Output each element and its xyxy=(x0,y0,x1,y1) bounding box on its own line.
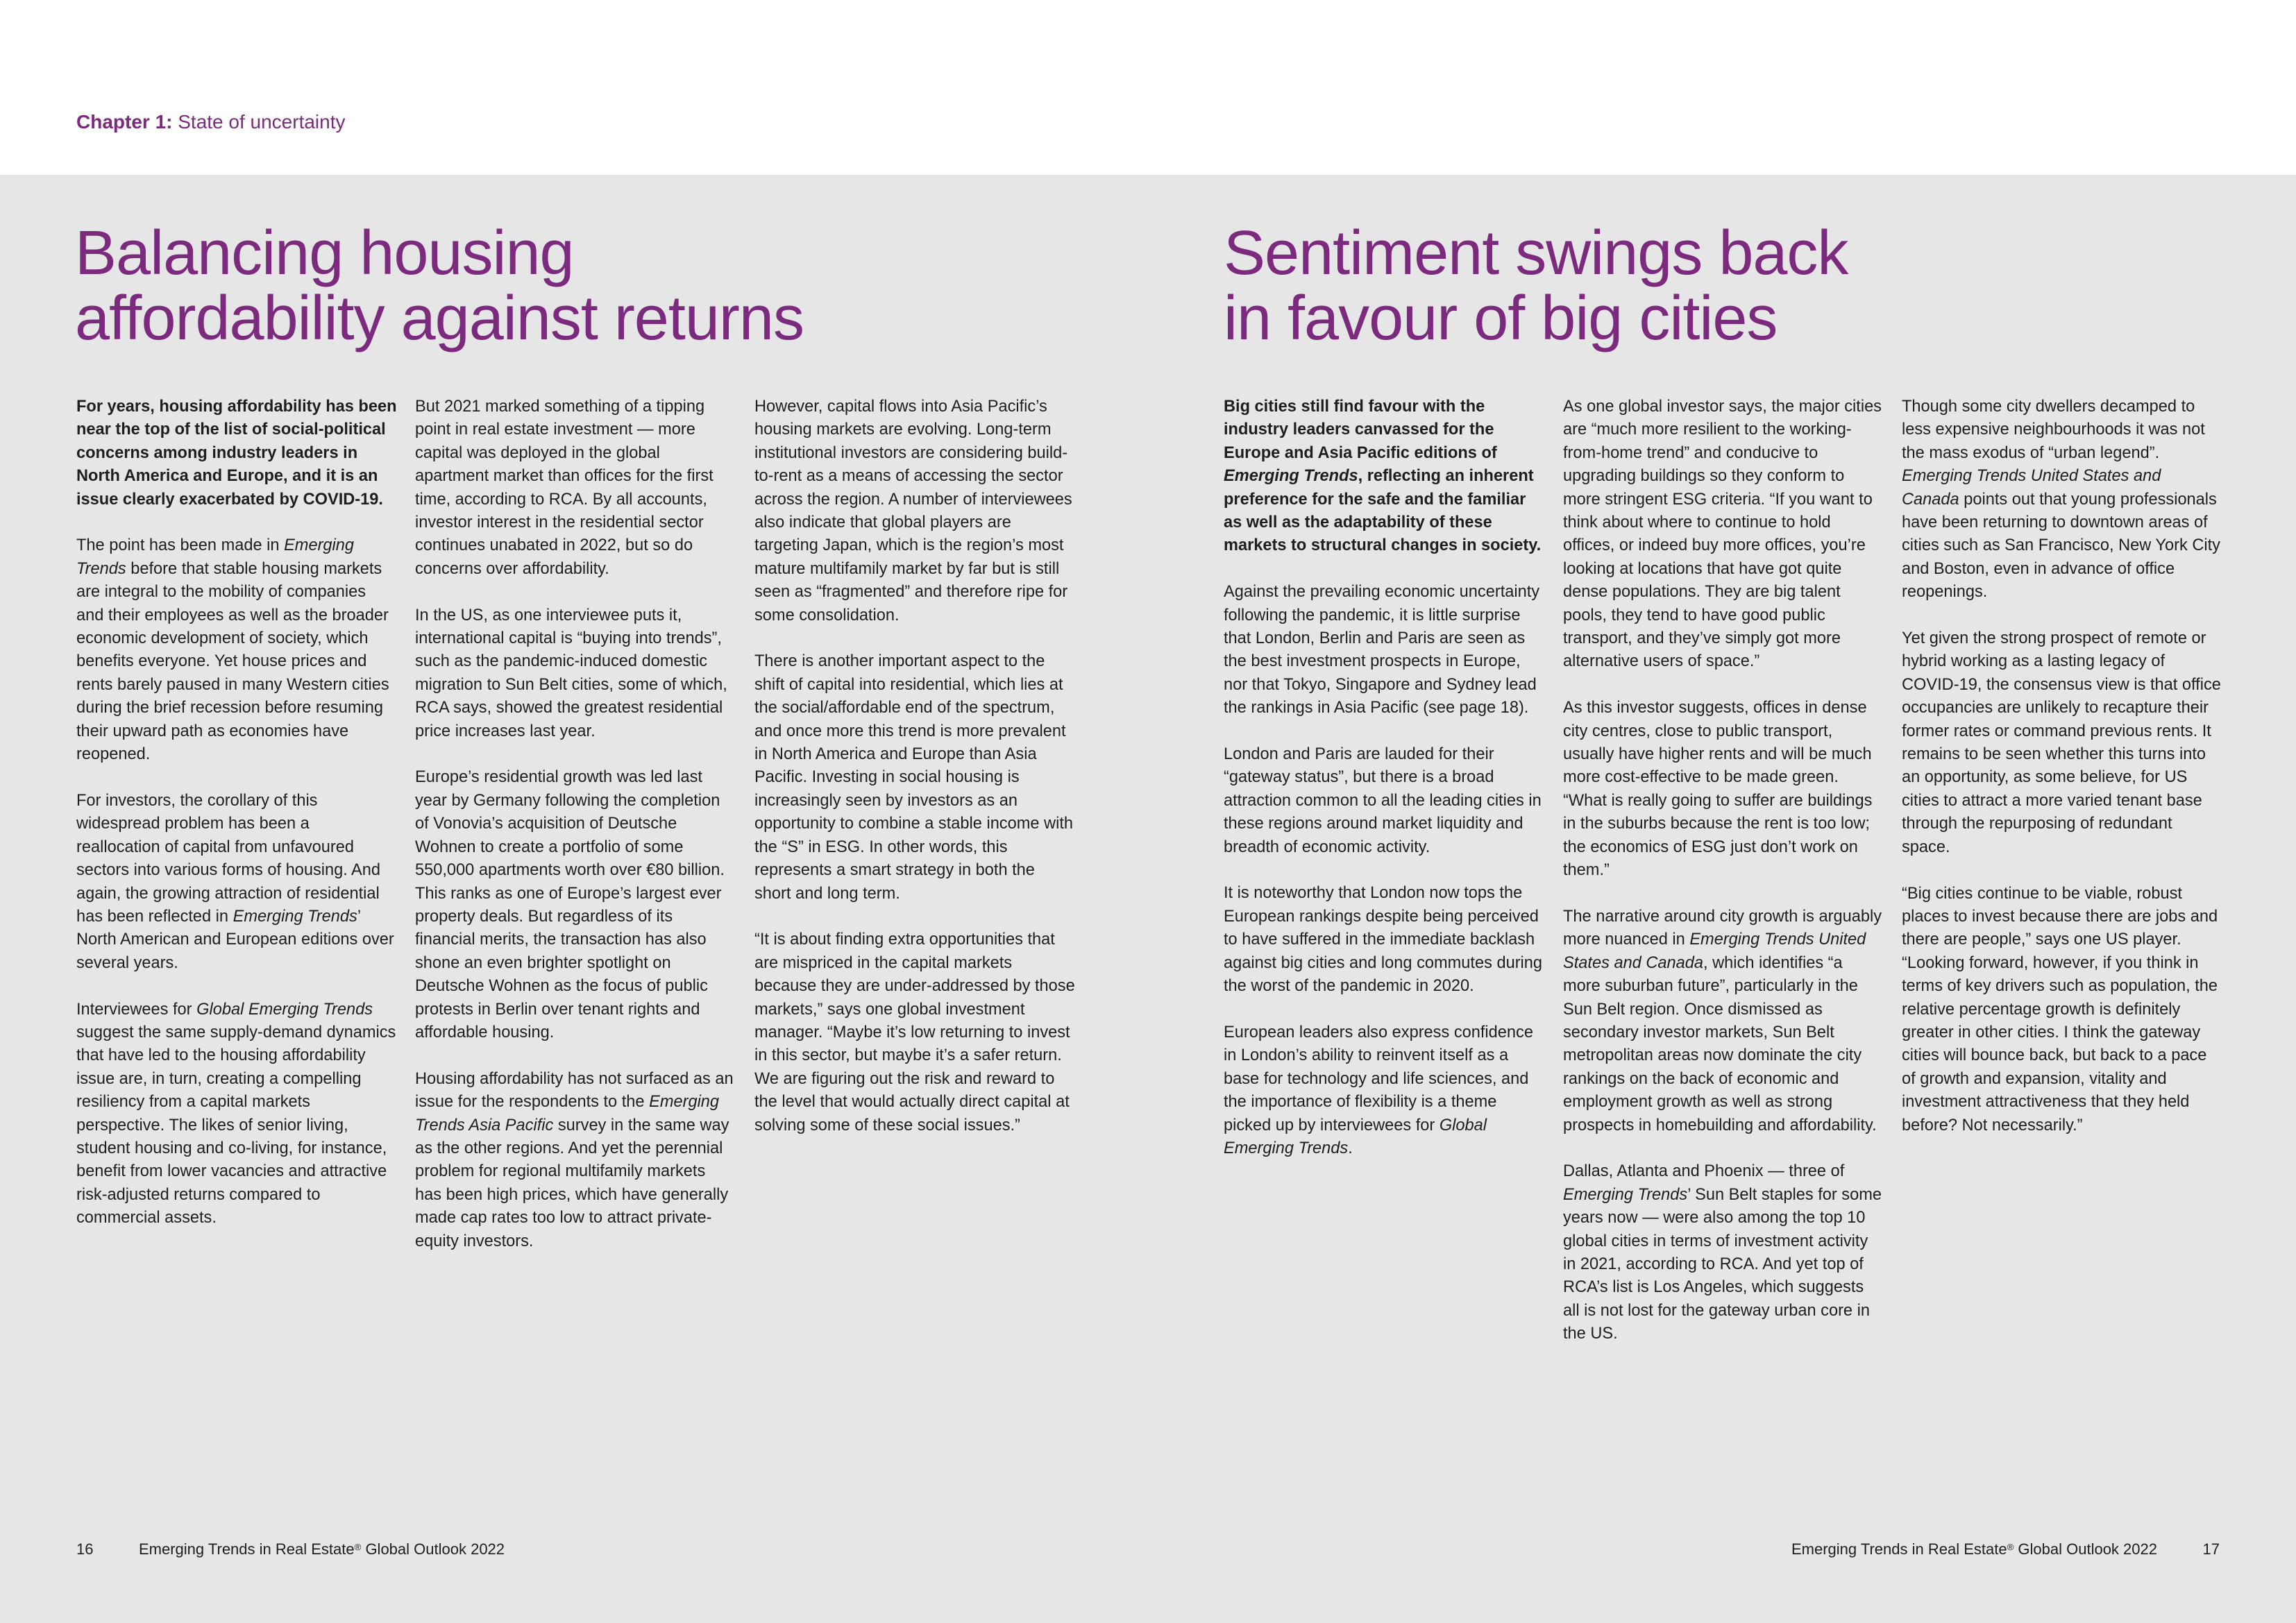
body-paragraph xyxy=(1224,1021,1544,1160)
body-paragraph xyxy=(1902,627,2222,859)
body-paragraph xyxy=(754,650,1075,905)
body-paragraph xyxy=(76,999,397,1230)
body-paragraph xyxy=(1563,697,1884,882)
paragraph-text: Housing affordability has not surfaced as an issue for the respondents to the xyxy=(415,1069,734,1112)
paragraph-text: But 2021 marked something of a tipping point in real estate investment — more capital was deployed in the global apartment market than offices for the first time, according to RCA. By all accounts, investor interest in the residential sector continues unabated in 2022, but so do concerns over affordability. xyxy=(415,398,714,578)
chapter-label xyxy=(76,111,346,133)
body-paragraph xyxy=(76,534,397,766)
italic-title-reference: Emerging Trends xyxy=(1224,467,1358,486)
body-paragraph xyxy=(1563,396,1884,674)
paragraph-text: “It is about finding extra opportunities that are mispriced in the capital markets because they are under-addressed by those markets,” says one global investment manager. “Maybe it’s low returning to invest in this sector, but maybe it’s a safer return. We are figuring out the risk and reward to the level that would actually direct capital at solving some of these social issues.” xyxy=(754,931,1075,1135)
paragraph-text: The narrative around city growth is arguably more nuanced in xyxy=(1563,907,1882,949)
paragraph-text: As one global investor says, the major cities are “much more resilient to the working-from-home trend” and conducive to upgrading buildings so they conform to more stringent ESG criteria. “If you want to think about where to continue to hold offices, or indeed buy more offices, you’re looking at locations that have got quite dense populations. They are big talent pools, they tend to have good public transport, and they’ve simply got more alternative users of space.” xyxy=(1563,398,1882,671)
paragraph-text: Interviewees for xyxy=(76,1000,197,1019)
left-page-column-3 xyxy=(754,396,1075,1160)
italic-title-reference: Global Emerging Trends xyxy=(1224,1116,1487,1157)
right-page-column-1 xyxy=(1224,396,1544,1184)
italic-title-reference: Emerging Trends United States and Canada xyxy=(1563,931,1866,972)
paragraph-text: For investors, the corollary of this widespread problem has been a reallocation of capital from unfavoured sectors into various forms of housing. And again, the growing attraction of residential has been reflected in xyxy=(76,791,381,926)
italic-title-reference: Emerging Trends xyxy=(76,536,355,578)
body-paragraph xyxy=(754,928,1075,1137)
body-paragraph xyxy=(1563,906,1884,1137)
paragraph-text: ’ North American and European editions over several years. xyxy=(76,907,394,972)
right-footer-publication: Emerging Trends in Real Estate® Global Outlook 2022 xyxy=(1791,1540,2157,1558)
body-paragraph xyxy=(1224,882,1544,998)
chapter-title: State of uncertainty xyxy=(178,111,346,133)
paragraph-text: ’ Sun Belt staples for some years now — were also among the top 10 global cities in terms of investment activity in 2021, according to RCA. And yet top of RCA’s list is Los Angeles, which suggests all is not lost for the gateway urban core in the US. xyxy=(1563,1185,1882,1343)
paragraph-text: In the US, as one interviewee puts it, international capital is “buying into trends”, such as the pandemic-induced domestic migration to Sun Belt cities, some of which, RCA says, showed the greatest residential price increases last year. xyxy=(415,606,727,740)
body-paragraph xyxy=(415,766,736,1044)
paragraph-text: Against the prevailing economic uncertainty following the pandemic, it is little surprise that London, Berlin and Paris are seen as the best investment prospects in Europe, nor that Tokyo, Singapore and Sydney lead the rankings in Asia Pacific (see page 18). xyxy=(1224,583,1540,717)
right-article-title: Sentiment swings back in favour of big cities xyxy=(1224,219,1848,353)
italic-title-reference: Emerging Trends United States and Canada xyxy=(1902,467,2161,509)
paragraph-text: European leaders also express confidence in London’s ability to reinvent itself as a base for technology and life sciences, and the importance of flexibility is a theme picked up by interviewees for xyxy=(1224,1023,1533,1135)
paragraph-text: before that stable housing markets are integral to the mobility of companies and their employees as well as the broader economic development of society, which benefits everyone. Yet house prices and rents barely paused in many Western cities during the brief recession before resuming their upward path as economies have reopened. xyxy=(76,559,389,764)
body-paragraph xyxy=(415,396,736,581)
paragraph-text: Europe’s residential growth was led last year by Germany following the completion of Vonovia’s acquisition of Deutsche Wohnen to create a portfolio of some 550,000 apartments worth over €80 billion. This ranks as one of Europe’s largest ever property deals. But regardless of its financial merits, the transaction has also shone an even brighter spotlight on Deutsche Wohnen as the focus of public protests in Berlin over tenant rights and affordable housing. xyxy=(415,768,725,1042)
paragraph-text: suggest the same supply-demand dynamics that have led to the housing affordability issue are, in turn, creating a compelling resiliency from a capital markets perspective. The likes of senior living, student housing and co-living, for instance, benefit from lower vacancies and attractive risk-adjusted returns compared to commercial assets. xyxy=(76,1023,396,1227)
paragraph-text: , reflecting an inherent preference for the safe and the familiar as well as the adaptability of these markets to structural changes in society. xyxy=(1224,467,1542,555)
italic-title-reference: Emerging Trends Asia Pacific xyxy=(415,1093,720,1135)
paragraph-text: “Big cities continue to be viable, robust places to invest because there are jobs and there are people,” says one US player. “Looking forward, however, if you think in terms of key drivers such as population, the relative percentage growth is definitely greater in other cities. I think the gateway cities will bounce back, but back to a pace of growth and expansion, vitality and investment attractiveness that they held before? Not necessarily.” xyxy=(1902,884,2218,1135)
right-page-number: 17 xyxy=(2202,1540,2220,1558)
right-page-column-3 xyxy=(1902,396,2222,1160)
paragraph-text: For years, housing affordability has been near the top of the list of social-political concerns among industry leaders in North America and Europe, and it is an issue clearly exacerbated by COVID-19. xyxy=(76,398,397,509)
chapter-number: Chapter 1: xyxy=(76,111,173,133)
left-footer-publication: Emerging Trends in Real Estate® Global Outlook 2022 xyxy=(139,1540,505,1558)
paragraph-text: . xyxy=(1348,1139,1353,1157)
body-paragraph xyxy=(76,790,397,975)
paragraph-text: survey in the same way as the other regions. And yet the perennial problem for regional multifamily markets has been high prices, which have generally made cap rates too low to attract private-equity investors. xyxy=(415,1116,729,1250)
paragraph-text: Dallas, Atlanta and Phoenix — three of xyxy=(1563,1162,1845,1181)
paragraph-text: Though some city dwellers decamped to less expensive neighbourhoods it was not the mass exodus of “urban legend”. xyxy=(1902,398,2205,462)
body-paragraph xyxy=(1902,883,2222,1137)
body-paragraph xyxy=(1224,743,1544,859)
page-header-band xyxy=(0,0,2296,175)
body-paragraph xyxy=(754,396,1075,627)
body-paragraph xyxy=(415,604,736,743)
paragraph-text: London and Paris are lauded for their “gateway status”, but there is a broad attraction common to all the leading cities in these regions around market liquidity and breadth of economic activity. xyxy=(1224,745,1542,856)
paragraph-text: As this investor suggests, offices in dense city centres, close to public transport, usually have higher rents and will be much more cost-effective to be made green. “What is really going to suffer are buildings in the suburbs because the rent is too low; the economics of ESG just don’t work on them.” xyxy=(1563,699,1873,880)
paragraph-text: , which identifies “a more suburban future”, particularly in the Sun Belt region. Once dismissed as secondary investor markets, Sun Belt metropolitan areas now dominate the city rankings on the back of economic and employment growth as well as strong prospects in homebuilding and affordability. xyxy=(1563,953,1877,1135)
body-paragraph xyxy=(1902,396,2222,604)
left-page-number: 16 xyxy=(76,1540,94,1558)
italic-title-reference: Emerging Trends xyxy=(1563,1185,1688,1204)
paragraph-text: It is noteworthy that London now tops the European rankings despite being perceived to have suffered in the immediate backlash against big cities and long commutes during the worst of the pandemic in 2020. xyxy=(1224,884,1543,996)
lead-paragraph xyxy=(1224,396,1544,558)
paragraph-text: points out that young professionals have been returning to downtown areas of cities such as San Francisco, New York City and Boston, even in advance of office reopenings. xyxy=(1902,490,2220,602)
paragraph-text: Yet given the strong prospect of remote or hybrid working as a lasting legacy of COVID-19, the consensus view is that office occupancies are unlikely to recapture their former rates or command previous rents. It remains to be seen whether this turns into an opportunity, as some believe, for US cities to attract a more varied tenant base through the repurposing of redundant space. xyxy=(1902,629,2221,856)
body-paragraph xyxy=(415,1068,736,1253)
paragraph-text: However, capital flows into Asia Pacific’s housing markets are evolving. Long-term institutional investors are considering build-to-rent as a means of accessing the sector across the region. A number of interviewees also indicate that global players are targeting Japan, which is the region’s most mature multifamily market by far but is still seen as “fragmented” and therefore ripe for some consolidation. xyxy=(754,398,1072,624)
right-page-column-2 xyxy=(1563,396,1884,1369)
left-page-column-2 xyxy=(415,396,736,1276)
italic-title-reference: Emerging Trends xyxy=(233,907,357,926)
italic-title-reference: Global Emerging Trends xyxy=(196,1000,373,1019)
body-paragraph xyxy=(1224,581,1544,720)
body-paragraph xyxy=(1563,1160,1884,1345)
left-page-column-1 xyxy=(76,396,397,1253)
left-article-title: Balancing housing affordability against returns xyxy=(75,219,804,353)
paragraph-text: The point has been made in xyxy=(76,536,285,555)
paragraph-text: There is another important aspect to the shift of capital into residential, which lies at the social/affordable end of the spectrum, and once more this trend is more prevalent in North America and Europe than Asia Pacific. Investing in social housing is increasingly seen by investors as an opportunity to combine a stable income with the “S” in ESG. In other words, this represents a smart strategy in both the short and long term. xyxy=(754,652,1074,903)
lead-paragraph xyxy=(76,396,397,511)
paragraph-text: Big cities still find favour with the industry leaders canvassed for the Europe and Asia Pacific editions of xyxy=(1224,398,1497,462)
